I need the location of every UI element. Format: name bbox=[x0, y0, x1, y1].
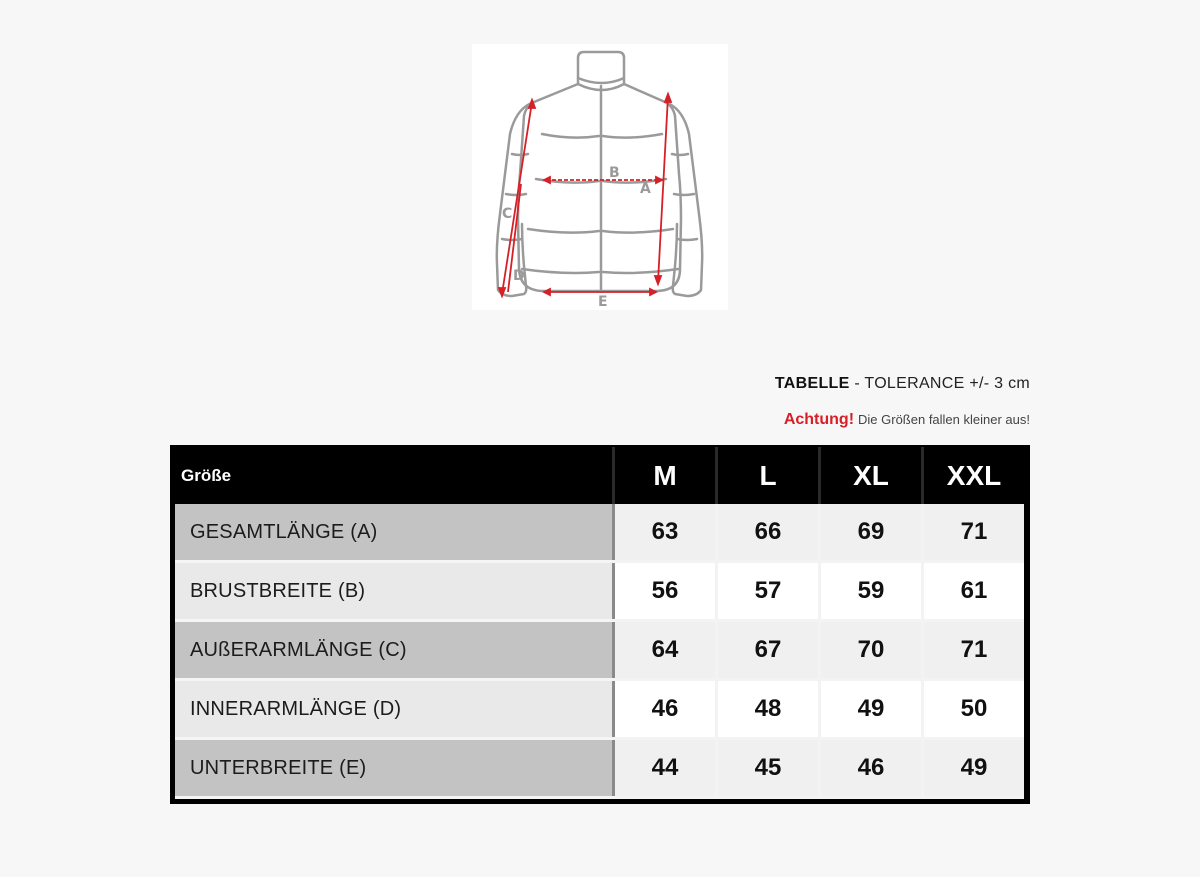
jacket-measurement-diagram bbox=[472, 44, 728, 310]
diagram-label-b: B bbox=[609, 165, 620, 181]
size-header-label: Größe bbox=[175, 447, 614, 504]
table-cell: 66 bbox=[717, 504, 820, 562]
diagram-label-d: D bbox=[513, 268, 525, 284]
size-header-xxl: XXL bbox=[923, 447, 1025, 504]
table-row bbox=[175, 562, 1024, 621]
size-header-m: M bbox=[614, 447, 717, 504]
table-cell: 64 bbox=[614, 621, 717, 680]
table-cell: 61 bbox=[923, 562, 1025, 621]
warning-text: Die Größen fallen kleiner aus! bbox=[858, 412, 1030, 427]
table-cell: 49 bbox=[820, 680, 923, 739]
row-label: BRUSTBREITE (B) bbox=[175, 562, 614, 621]
size-warning bbox=[784, 411, 1030, 429]
table-cell: 71 bbox=[923, 621, 1025, 680]
table-row bbox=[175, 504, 1024, 562]
table-cell: 46 bbox=[614, 680, 717, 739]
table-cell: 50 bbox=[923, 680, 1025, 739]
tolerance-note bbox=[775, 375, 1030, 393]
size-table bbox=[175, 447, 1024, 799]
table-cell: 67 bbox=[717, 621, 820, 680]
table-cell: 48 bbox=[717, 680, 820, 739]
size-header-l: L bbox=[717, 447, 820, 504]
warning-title: Achtung! bbox=[783, 411, 855, 428]
table-cell: 70 bbox=[820, 621, 923, 680]
jacket-illustration bbox=[472, 44, 728, 310]
row-label: INNERARMLÄNGE (D) bbox=[175, 680, 614, 739]
table-cell: 59 bbox=[820, 562, 923, 621]
row-label: UNTERBREITE (E) bbox=[175, 739, 614, 798]
diagram-label-e: E bbox=[598, 294, 608, 310]
table-row bbox=[175, 680, 1024, 739]
table-cell: 45 bbox=[717, 739, 820, 798]
table-cell: 57 bbox=[717, 562, 820, 621]
table-header-row bbox=[175, 447, 1024, 504]
table-cell: 46 bbox=[820, 739, 923, 798]
size-table-container bbox=[170, 445, 1030, 804]
table-cell: 63 bbox=[614, 504, 717, 562]
size-header-xl: XL bbox=[820, 447, 923, 504]
tolerance-text: - TOLERANCE +/- 3 cm bbox=[849, 375, 1030, 392]
row-label: GESAMTLÄNGE (A) bbox=[175, 504, 614, 562]
table-cell: 44 bbox=[614, 739, 717, 798]
table-cell: 49 bbox=[923, 739, 1025, 798]
diagram-label-a: A bbox=[640, 181, 651, 197]
row-label: AUßERARMLÄNGE (C) bbox=[175, 621, 614, 680]
tolerance-title: TABELLE bbox=[774, 375, 850, 392]
table-row bbox=[175, 739, 1024, 798]
diagram-label-c: C bbox=[502, 206, 513, 222]
table-row bbox=[175, 621, 1024, 680]
table-cell: 69 bbox=[820, 504, 923, 562]
table-cell: 56 bbox=[614, 562, 717, 621]
table-cell: 71 bbox=[923, 504, 1025, 562]
